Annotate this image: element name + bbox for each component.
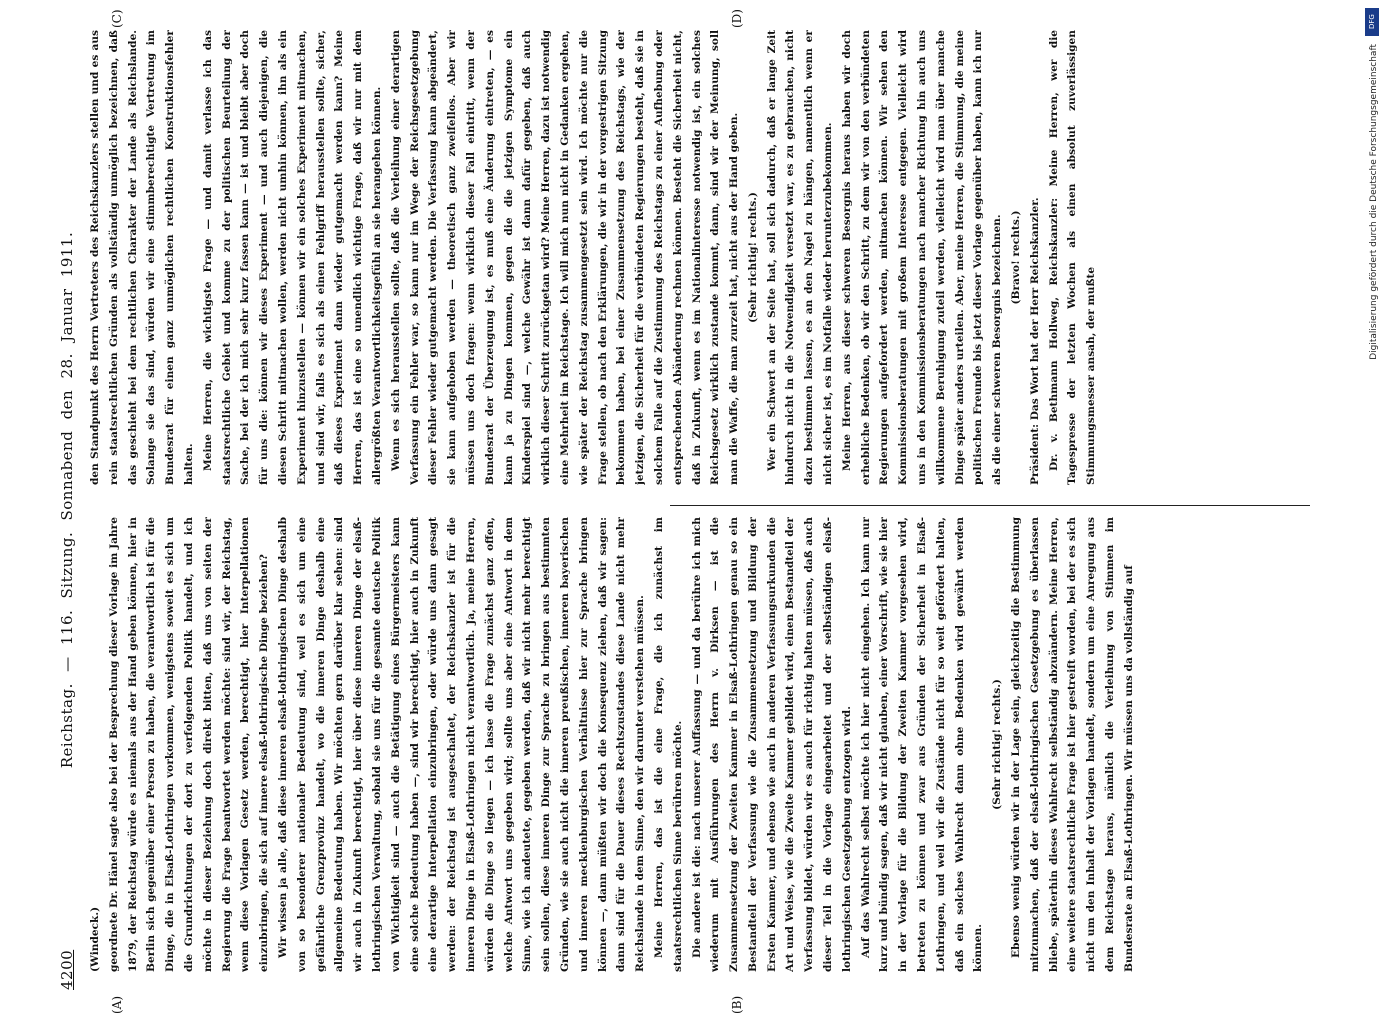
paragraph: Wer ein Schwert an der Seite hat, soll sich dadurch, daß er lange Zeit hindurch nicht in die Notwendigkeit versetzt war, es zu gebrauchen, nicht dazu bestimmen lassen, es an den Nagel zu hängen, namentlich wenn er nicht sicher ist, es im Notfalle wieder herunterzubekommen. — [765, 30, 835, 485]
paragraph: Wenn es sich herausstellen sollte, daß die Verleihung einer derartigen Verfassung ein Fehler war, so kann nur im Wege der Reichsgesetzgebung dieser Fehler wieder gutgemacht werden. Die Verfassung kann abgeändert, sie kann aufgehoben werden — theoretisch ganz zweifellos. Aber wir müssen uns doch fragen: wenn wirklich dieser Fall eintritt, wenn der Bundesrat der Überzeugung ist, es muß eine Änderung eintreten, — es kann ja zu Dingen kommen, gegen die die jetzigen Symptome ein Kinderspiel sind —, welche Gewähr ist dann dafür gegeben, daß auch wirklich dieser Schritt zurückgetan wird? Meine Herren, dazu ist notwendig eine Mehrheit im Reichstage. Ich will mich nun nicht in Gedanken ergehen, wie später der Reichstag zusammengesetzt sein wird. Ich möchte nur die Frage stellen, ob nach den Erklärungen, die wir in der vorgestrigen Sitzung bekommen haben, bei einer Zusammensetzung des Reichstags, wie der jetzigen, die Sicherheit für die verbündeten Regierungen besteht, daß sie in solchem Falle auf die Zustimmung des Reichstags zu einer Aufhebung oder entsprechenden Abänderung rechnen können. Besteht die Sicherheit nicht, daß in Zukunft, wenn es im Nationalinteresse notwendig ist, ein solches Reichsgesetz wirklich zustande kommt, dann, sind wir der Meinung, soll man die Waffe, die man zurzeit hat, nicht aus der Hand geben. — [389, 30, 741, 485]
margin-mark-a: (A) — [110, 995, 124, 1014]
paragraph: Meine Herren, das ist die eine Frage, die ich zunächst im staatsrechtlichen Sinne berühren möchte. — [652, 517, 684, 972]
rotated-page — [50, 9, 1310, 1014]
paragraph: Ebenso wenig würden wir in der Lage sein, gleichzeitig die Bestimmung mitzumachen, daß der elsaß-lothringischen Gesetzgebung es überlassen bliebe, späterhin dieses Wahlrecht selbständig abzuändern. Meine Herren, eine weitere staatsrechtliche Frage ist hier gestreift worden, bei der es sich nicht um den Inhalt der Vorlagen handelt, sondern um eine Anregung aus dem Reichstage heraus, nämlich die Verleihung von Stimmen im Bundesrate an Elsaß-Lothringen. Wir müssen uns da vollständig auf — [1010, 517, 1135, 972]
paragraph: Wir wissen ja alle, daß diese inneren elsaß-lothringischen Dinge deshalb von so besonderer nationaler Bedeutung sind, weil es sich um eine gefährliche Grenzprovinz handelt, wo die inneren Dinge deshalb eine allgemeine Bedeutung haben. Wir möchten gern darüber klar sehen: sind wir auch in Zukunft berechtigt, hier über diese inneren Dinge der elsaß-lothringischen Verwaltung, sobald sie uns für die gesamte deutsche Politik von Wichtigkeit sind — auch die Betätigung eines Bürgermeisters kann eine solche Bedeutung haben —, sind wir berechtigt, hier auch in Zukunft eine derartige Interpellation einzubringen, oder würde uns dann gesagt werden: der Reichstag ist ausgeschaltet, der Reichskanzler ist für die inneren Dinge in Elsaß-Lothringen nicht verantwortlich. Ja, meine Herren, würden die Dinge so liegen — ich lasse die Frage zunächst ganz offen, welche Antwort uns gegeben wird; sollte uns aber eine Antwort in dem Sinne, wie ich andeutete, gegeben werden, daß wir nicht mehr berechtigt sein sollen, diese inneren Dinge zur Sprache zu bringen aus bestimmten Gründen, wie sie auch nicht die inneren preußischen, inneren bayerischen und inneren mecklenburgischen Verhältnisse hier zur Sprache bringen können —, dann müßten wir doch die Konsequenz ziehen, daß wir sagen: dann sind für die Dauer dieses Rechtszustandes diese Lande nicht mehr Reichslande in dem Sinne, den wir darunter verstehen müssen. — [276, 517, 647, 972]
right-column — [86, 30, 1296, 485]
page-header — [50, 10, 82, 990]
president-line: Präsident: Das Wort hat der Herr Reichskanzler. — [1028, 197, 1041, 485]
margin-mark-b: (B) — [730, 995, 744, 1014]
speaker-tag: (Windeck.) — [89, 906, 101, 972]
margin-mark-d: (D) — [730, 9, 744, 28]
column-divider — [670, 505, 1310, 506]
page-title: Reichstag. — 116. Sitzung. Sonnabend den 28. Januar 1911. — [58, 231, 76, 769]
paragraph: Auf das Wahlrecht selbst möchte ich hier nicht eingehen. Ich kann nur kurz und bündig sagen, daß wir nicht glauben, einer Vorschrift, wie sie hier in der Vorlage für die Bildung der Zweiten Kammer vorgesehen wird, betreten zu können und zwar aus Gründen der Sicherheit in Elsaß-Lothringen, und weil wir die Zustände nicht für so weit gefördert halten, daß ein solches Wahlrecht dann ohne Bedenken wird gewährt werden können. — [859, 517, 985, 972]
paragraph: Meine Herren, aus dieser schweren Besorgnis heraus haben wir doch erhebliche Bedenken, ob wir den Schritt, zu dem wir von den verbündeten Regierungen aufgefordert werden, mitmachen können. Wir sehen den Kommissionsberatungen mit großem Interesse entgegen. Vielleicht wird uns in den Kommissionsberatungen nach mancher Richtung hin auch uns willkommene Beruhigung zuteil werden, vielleicht wird man über manche Dinge später anders urteilen. Aber, meine Herren, die Stimmung, die meine politischen Freunde bis jetzt dieser Vorlage gegenüber haben, kann ich nur als die einer schweren Besorgnis bezeichnen. — [840, 30, 1004, 485]
paragraph: den Standpunkt des Herrn Vertreters des Reichskanzlers stellen und es aus rein staatsrechtlichen Gründen als vollständig unmöglich bezeichnen, daß das geschieht bei dem rechtlichen Charakter der Lande als Reichslande. Solange sie das sind, würden wir eine stimmberechtigte Vertretung im Bundesrat für einen ganz unmöglichen rechtlichen Konstruktionsfehler halten. — [89, 30, 195, 485]
page-number: 4200 — [58, 949, 76, 990]
paragraph: Die andere ist die: nach unserer Auffassung — und da berühre ich mich wiederum mit Ausführungen des Herrn v. Dirksen — ist die Zusammensetzung der Zweiten Kammer in Elsaß-Lothringen genau so ein Bestandteil der Verfassung wie die Zusammensetzung und Bildung der Ersten Kammer, und ebenso wie auch in anderen Verfassungsurkunden die Art und Weise, wie die Zweite Kammer gebildet wird, einen Bestandteil der Verfassung bildet, würden wir es auch für richtig halten müssen, daß auch dieser Teil in die Vorlage eingearbeitet und der selbständigen elsaß-lothringischen Gesetzgebung entzogen wird. — [690, 517, 853, 972]
margin-mark-c: (C) — [110, 9, 124, 28]
applause-note: (Sehr richtig! rechts.) — [746, 192, 759, 323]
dfg-logo: DFG — [1365, 8, 1379, 36]
digitization-note: Digitalisierung gefördert durch die Deutsche Forschungsgemeinschaft — [1369, 44, 1379, 360]
applause-note: (Bravo! rechts.) — [1010, 210, 1023, 305]
left-column — [86, 517, 1296, 972]
paragraph: Dr. v. Bethmann Hollweg, Reichskanzler: Meine Herren, wer die Tagespresse der letzten Wochen als einen absolut zuverlässigen Stimmungsmesser ansah, der mußte — [1047, 30, 1098, 485]
paragraph: Meine Herren, die wichtigste Frage — und damit verlasse ich das staatsrechtliche Gebiet und komme zu der politischen Beurteilung der Sache, bei der ich mich sehr kurz fassen kann — ist und bleibt aber doch für uns die: können wir dieses Experiment — und auch diejenigen, die diesen Schritt mitmachen wollen, werden nicht umhin können, ihn als ein Experiment hinzustellen — können wir ein solches Experiment mitmachen, und sind wir, falls es sich als einen Fehlgriff herausstellen sollte, sicher, daß dieses Experiment dann wieder gutgemacht werden kann? Meine Herren, das ist eine so unendlich wichtige Frage, daß wir nur mit dem allergrößten Verantwortlichkeitsgefühl an sie herangehen können. — [201, 30, 383, 485]
paragraph: geordnete Dr. Hänel sagte also bei der Besprechung dieser Vorlage im Jahre 1879, der Reichstag würde es niemals aus der Hand geben können, hier in Berlin sich gegenüber einer Person zu haben, die verantwortlich ist für die Dinge, die in Elsaß-Lothringen vorkommen, wenigstens soweit es sich um die Grundrichtungen der dort zu verfolgenden Politik handelt, und ich möchte in dieser Beziehung doch direkt bitten, daß uns von seiten der Regierung die Frage beantwortet werden möchte: sind wir, der Reichstag, wenn diese Vorlagen Gesetz werden, berechtigt, hier Interpellationen einzubringen, die sich auf innere elsaß-lothringische Dinge beziehen? — [107, 517, 271, 972]
applause-note: (Sehr richtig! rechts.) — [991, 679, 1004, 810]
